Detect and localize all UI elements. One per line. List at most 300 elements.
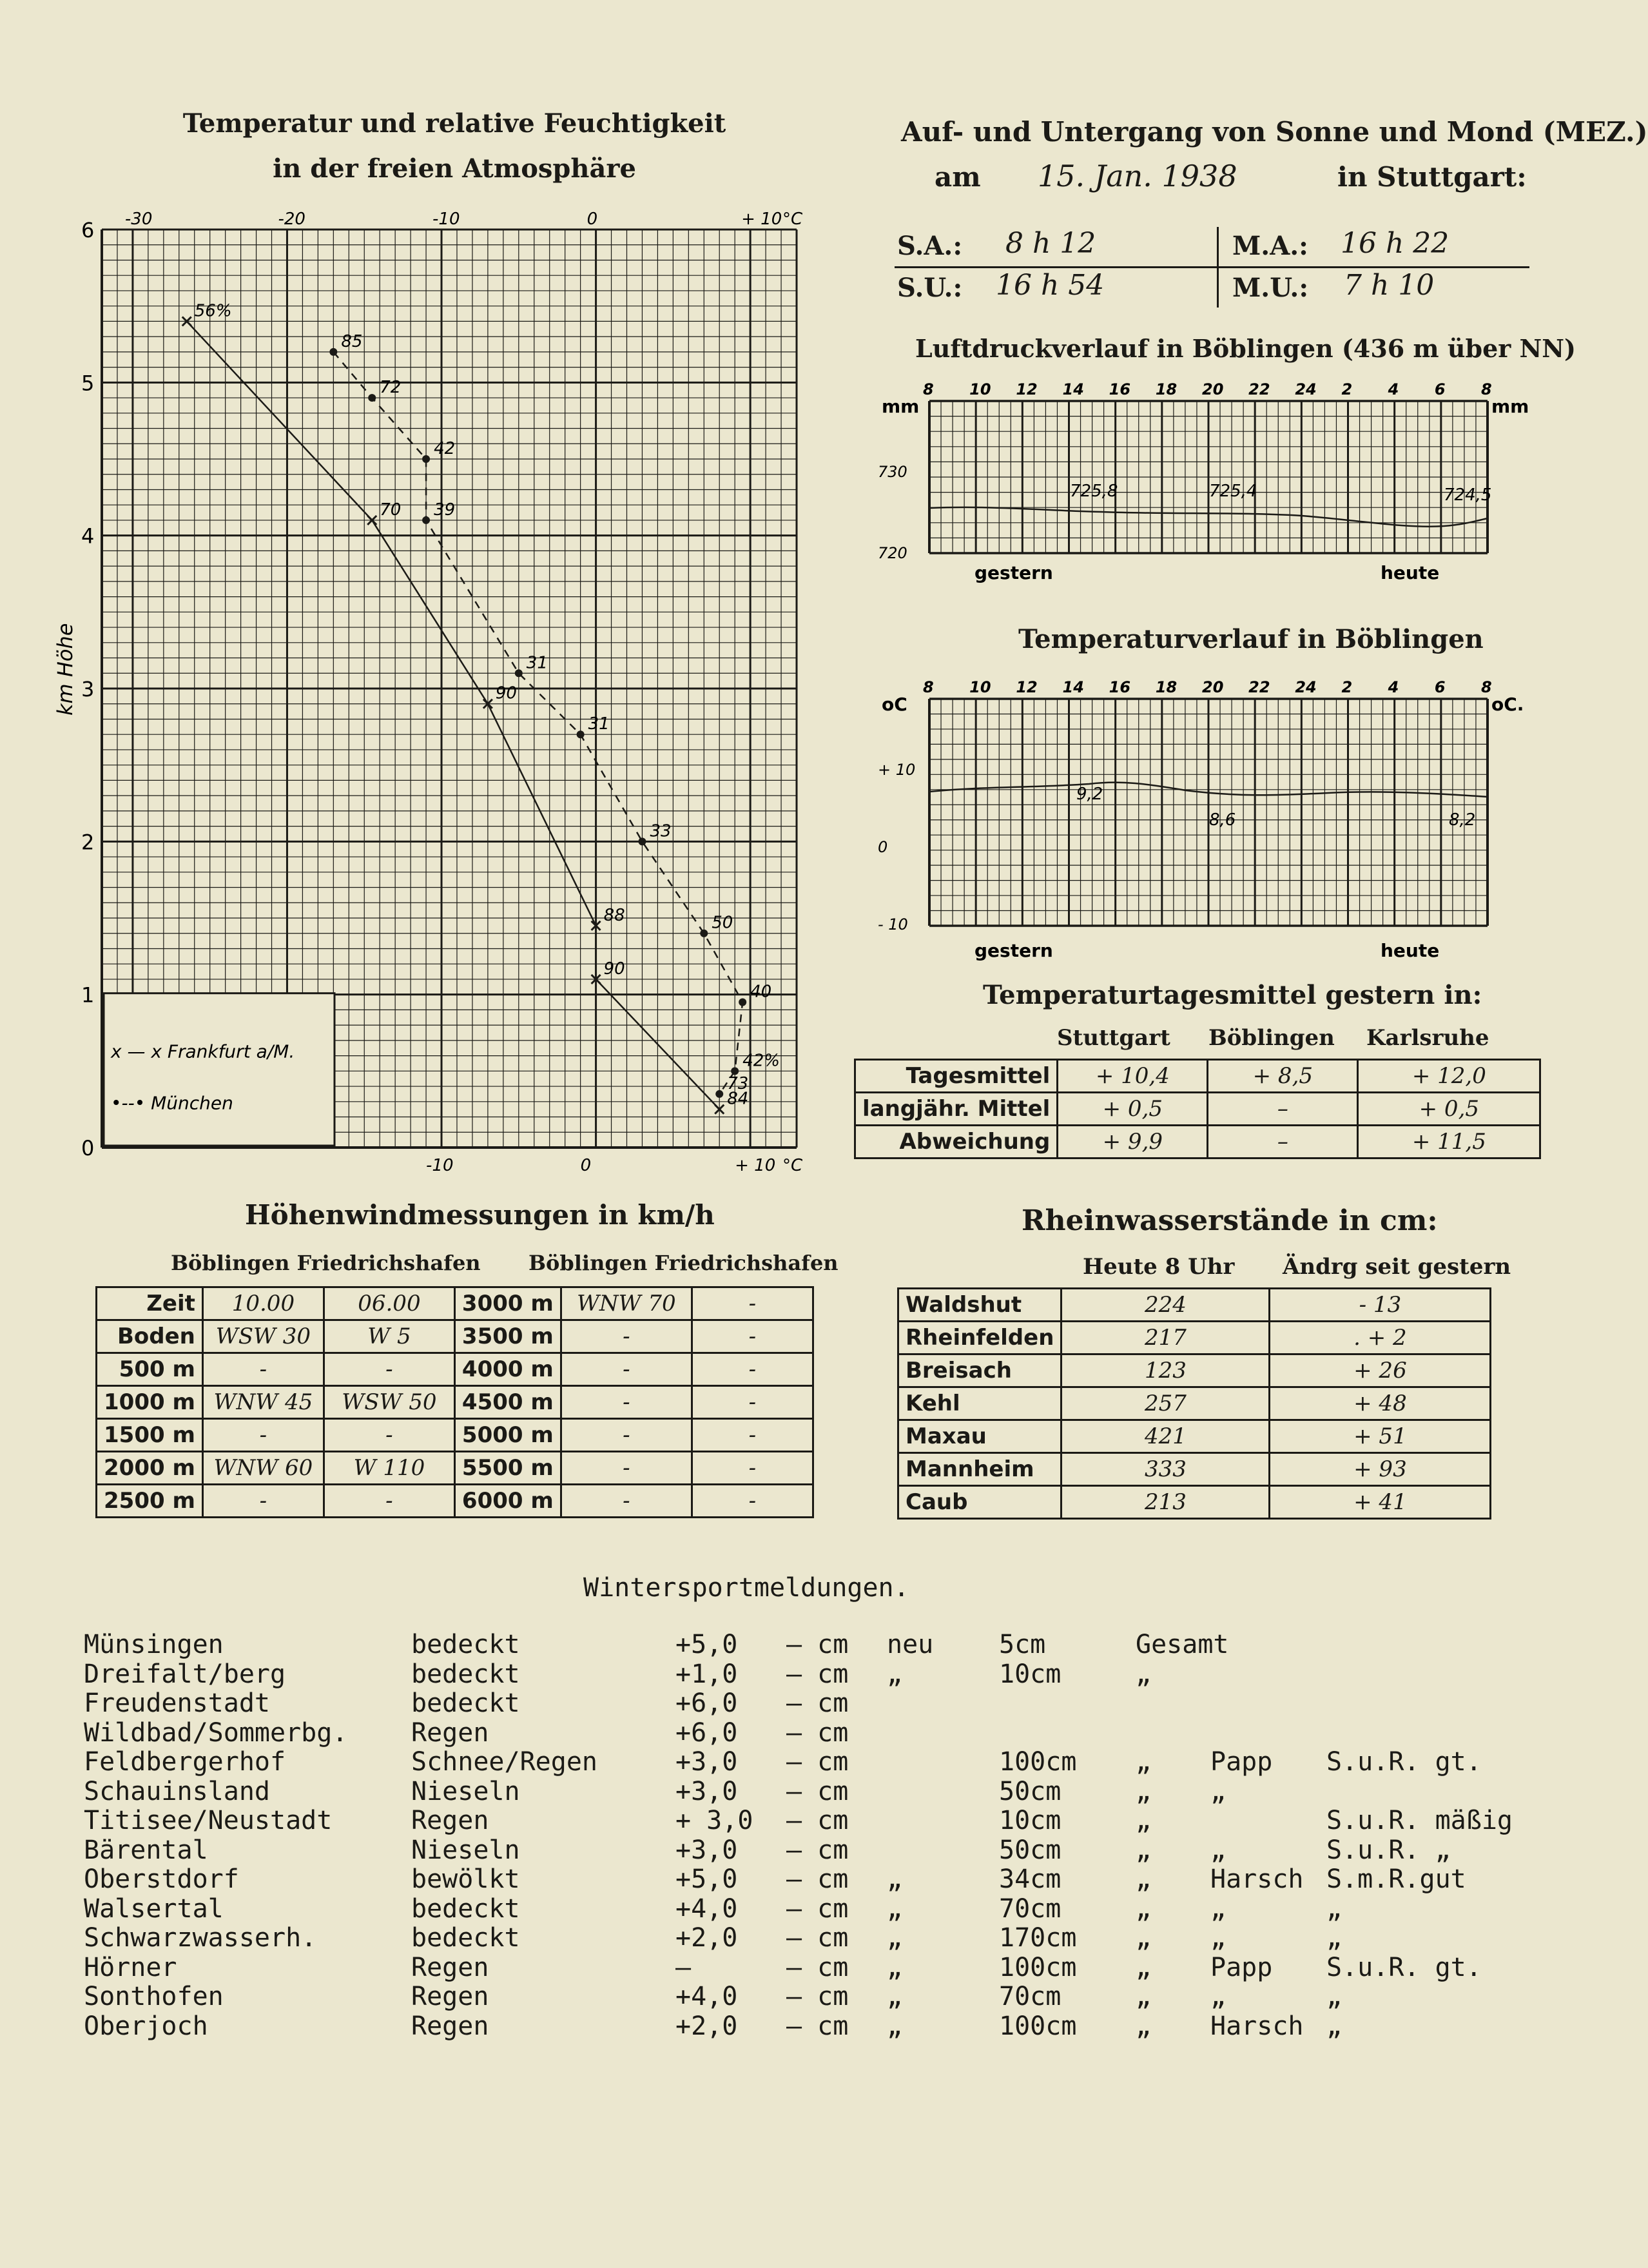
wintersport-dash: – cm — [786, 1952, 849, 1982]
point-label: 72 — [380, 378, 402, 398]
y-label: 730 — [878, 463, 907, 481]
row-label: 1500 m — [97, 1419, 203, 1452]
wintersport-weather: Nieseln — [411, 1835, 520, 1865]
wintersport-place: Oberjoch — [84, 2011, 208, 2041]
table-row — [855, 1126, 1540, 1158]
row-label: Tagesmittel — [855, 1060, 1058, 1093]
table-cell: - — [561, 1353, 692, 1386]
data-point — [422, 516, 430, 524]
wintersport-snow: 10cm — [999, 1659, 1062, 1689]
wintersport-total: Gesamt — [1136, 1630, 1229, 1659]
row-label: 1000 m — [97, 1386, 203, 1419]
wintersport-weather: bewölkt — [411, 1864, 520, 1894]
tick-label: 4 — [1388, 678, 1399, 696]
table-cell: - — [692, 1353, 813, 1386]
table-cell: 217 — [1062, 1322, 1270, 1354]
table-cell: + 9,9 — [1058, 1126, 1208, 1158]
table-row — [898, 1289, 1491, 1322]
wintersport-weather: Regen — [411, 2011, 489, 2041]
wintersport-dash: – cm — [786, 1776, 849, 1806]
wintersport-dash: – cm — [786, 1835, 849, 1865]
row-label: Rheinfelden — [898, 1322, 1062, 1354]
wintersport-neu: „ — [887, 1982, 903, 2011]
data-point — [422, 455, 430, 463]
tick-label: 6 — [1434, 678, 1446, 696]
table-row — [97, 1452, 813, 1485]
tick-label: 10 — [969, 678, 991, 696]
tick-label: 8 — [1481, 678, 1492, 696]
table-row — [898, 1322, 1491, 1354]
table-cell: + 93 — [1270, 1453, 1491, 1486]
tick-label: 16 — [1109, 380, 1131, 398]
su-label: S.U.: — [897, 273, 963, 303]
table-cell: WSW 30 — [202, 1320, 324, 1353]
wintersport-total: „ — [1136, 2011, 1152, 2041]
wintersport-dash: – cm — [786, 2011, 849, 2041]
wintersport-snow: 70cm — [999, 1893, 1062, 1924]
tick-label: 20 — [1202, 380, 1224, 398]
point-label: 84 — [727, 1089, 749, 1109]
table-cell: - — [202, 1419, 324, 1452]
data-point — [515, 669, 523, 677]
table-cell: 123 — [1062, 1354, 1270, 1387]
table-row — [898, 1420, 1491, 1453]
wintersport-neu: „ — [887, 1864, 903, 1894]
axis-label: km Höhe — [53, 623, 77, 716]
row-label: Breisach — [898, 1354, 1062, 1387]
table-row — [97, 1485, 813, 1518]
tick-label: 24 — [1295, 380, 1317, 398]
wintersport-temp: +3,0 — [675, 1747, 738, 1777]
col-karlsruhe: Karlsruhe — [1366, 1025, 1489, 1051]
point-label: 31 — [526, 653, 548, 673]
legend-frankfurt: x — x Frankfurt a/M. — [111, 1041, 295, 1062]
winds-header-right: Böblingen Friedrichshafen — [528, 1251, 839, 1275]
data-point — [368, 394, 376, 402]
wintersport-place: Sonthofen — [84, 1982, 224, 2011]
wintersport-cond1: „ — [1210, 1835, 1226, 1865]
label-today: heute — [1381, 562, 1440, 583]
wintersport-weather: Regen — [411, 1806, 489, 1835]
table-cell: - — [324, 1485, 454, 1518]
wintersport-place: Dreifalt/berg — [84, 1659, 286, 1689]
wintersport-weather: Regen — [411, 1952, 489, 1982]
table-cell: 257 — [1062, 1387, 1270, 1420]
data-point — [739, 999, 746, 1006]
tick-label: 22 — [1248, 678, 1270, 696]
table-cell: 421 — [1062, 1420, 1270, 1453]
table-cell: - — [561, 1419, 692, 1452]
table-cell: + 12,0 — [1358, 1060, 1540, 1093]
daily-mean-title: Temperaturtagesmittel gestern in: — [983, 980, 1482, 1010]
tick-label: 8 — [923, 678, 934, 696]
tick-label: 18 — [1155, 678, 1178, 696]
table-cell: - — [202, 1353, 324, 1386]
table-cell: - — [324, 1353, 454, 1386]
wintersport-neu: neu — [887, 1630, 934, 1659]
wintersport-neu: „ — [887, 1923, 903, 1953]
tick-label: 16 — [1109, 678, 1131, 696]
table-cell: + 0,5 — [1358, 1093, 1540, 1126]
tick-label: 0 — [81, 1136, 95, 1160]
rhine-col-change: Ändrg seit gestern — [1283, 1254, 1511, 1280]
wintersport-snow: 50cm — [999, 1776, 1062, 1806]
tick-label: 14 — [1062, 678, 1084, 696]
point-label: 31 — [588, 714, 610, 734]
su-value: 16 h 54 — [996, 269, 1105, 302]
wintersport-dash: – cm — [786, 1893, 849, 1924]
am-label: am — [935, 161, 981, 193]
wintersport-neu: „ — [887, 1952, 903, 1982]
wintersport-place: Feldbergerhof — [84, 1747, 286, 1777]
mu-value: 7 h 10 — [1344, 269, 1435, 302]
wintersport-total: „ — [1136, 1835, 1152, 1865]
tick-label: -10 — [426, 1156, 454, 1175]
unit-label: mm — [1491, 396, 1529, 417]
sun-moon-rule — [895, 266, 1529, 268]
wintersport-weather: Schnee/Regen — [411, 1747, 597, 1777]
tick-label: 22 — [1248, 380, 1270, 398]
wintersport-weather: bedeckt — [411, 1893, 520, 1924]
atmosphere-title-1: Temperatur und relative Feuchtigkeit — [182, 108, 726, 139]
table-row — [97, 1320, 813, 1353]
wintersport-temp: +3,0 — [675, 1776, 738, 1806]
tick-label: -20 — [278, 210, 305, 229]
table-row — [898, 1486, 1491, 1519]
wintersport-snow: 170cm — [999, 1923, 1077, 1953]
col-stuttgart: Stuttgart — [1057, 1025, 1170, 1051]
table-cell: + 41 — [1270, 1486, 1491, 1519]
wintersport-total: „ — [1136, 1982, 1152, 2011]
table-cell: - — [324, 1419, 454, 1452]
wintersport-temp: +2,0 — [675, 2011, 738, 2041]
table-cell: - — [692, 1452, 813, 1485]
wintersport-total: „ — [1136, 1806, 1152, 1835]
table-cell: - — [561, 1386, 692, 1419]
wintersport-neu: „ — [887, 1893, 903, 1924]
tick-label: 8 — [923, 380, 934, 398]
wintersport-dash: – cm — [786, 1630, 849, 1659]
tick-label: 5 — [81, 371, 95, 396]
tick-label: 12 — [1016, 380, 1038, 398]
point-label: 39 — [434, 500, 456, 520]
point-label: 73 — [727, 1073, 749, 1093]
wintersport-dash: – cm — [786, 1923, 849, 1953]
wintersport-cond2: S.m.R.gut — [1326, 1864, 1466, 1894]
data-point — [329, 348, 337, 356]
wintersport-cond1: Harsch — [1210, 1864, 1304, 1894]
row-label: 5000 m — [454, 1419, 561, 1452]
wintersport-snow: 34cm — [999, 1864, 1062, 1894]
atmosphere-chart — [52, 200, 838, 1180]
winds-header-left: Böblingen Friedrichshafen — [171, 1251, 481, 1275]
tick-label: 2 — [1341, 678, 1353, 696]
ma-label: M.A.: — [1232, 231, 1308, 261]
tick-label: + 10 — [741, 210, 782, 229]
winds-title: Höhenwindmessungen in km/h — [245, 1199, 715, 1231]
tick-label: 12 — [1016, 678, 1038, 696]
row-label: langjähr. Mittel — [855, 1093, 1058, 1126]
row-label: Zeit — [97, 1287, 203, 1320]
point-label: 70 — [380, 500, 402, 520]
wintersport-cond1: „ — [1210, 1982, 1226, 2011]
sun-moon-divider — [1217, 227, 1219, 308]
wintersport-total: „ — [1136, 1659, 1152, 1689]
wintersport-temp: +6,0 — [675, 1717, 738, 1748]
wintersport-total: „ — [1136, 1952, 1152, 1982]
wintersport-dash: – cm — [786, 1864, 849, 1894]
reading-label: 725,4 — [1209, 482, 1257, 501]
wintersport-place: Schwarzwasserh. — [84, 1923, 317, 1953]
table-cell: 224 — [1062, 1289, 1270, 1322]
point-label: 50 — [712, 913, 733, 933]
wintersport-neu: „ — [887, 1659, 903, 1689]
label-yesterday: gestern — [974, 940, 1053, 961]
wintersport-cond1: Harsch — [1210, 2011, 1304, 2041]
table-cell: . + 2 — [1270, 1322, 1491, 1354]
data-point — [577, 730, 585, 738]
wintersport-temp: +4,0 — [675, 1893, 738, 1924]
table-row — [97, 1353, 813, 1386]
wintersport-cond2: „ — [1326, 1893, 1343, 1924]
wintersport-neu: „ — [887, 2011, 903, 2041]
row-label: 6000 m — [454, 1485, 561, 1518]
row-label: Abweichung — [855, 1126, 1058, 1158]
tick-label: °C — [782, 210, 803, 229]
wintersport-place: Freudenstadt — [84, 1688, 270, 1718]
wintersport-cond1: Papp — [1210, 1952, 1273, 1982]
y-label: 720 — [878, 544, 907, 562]
table-row — [855, 1060, 1540, 1093]
wintersport-dash: – cm — [786, 1747, 849, 1777]
reading-label: 725,8 — [1070, 482, 1118, 501]
pressure-title: Luftdruckverlauf in Böblingen (436 m über NN) — [915, 334, 1576, 363]
mu-label: M.U.: — [1232, 273, 1309, 303]
table-cell: + 10,4 — [1058, 1060, 1208, 1093]
tick-label: 6 — [81, 218, 95, 242]
table-cell: W 5 — [324, 1320, 454, 1353]
wintersport-cond1: „ — [1210, 1776, 1226, 1806]
tick-label: °C — [782, 1156, 803, 1175]
tick-label: 6 — [1434, 380, 1446, 398]
y-label: + 10 — [878, 761, 916, 779]
legend-muenchen: •--• München — [111, 1092, 233, 1114]
wintersport-dash: – cm — [786, 1982, 849, 2011]
wintersport-snow: 100cm — [999, 2011, 1077, 2041]
wintersport-total: „ — [1136, 1747, 1152, 1777]
point-label: 42% — [742, 1051, 780, 1071]
wintersport-snow: 10cm — [999, 1806, 1062, 1835]
tick-label: 20 — [1202, 678, 1224, 696]
wintersport-cond2: S.u.R. „ — [1326, 1835, 1451, 1865]
sun-moon-title: Auf- und Untergang von Sonne und Mond (MEZ.) — [901, 116, 1648, 148]
table-row — [898, 1387, 1491, 1420]
wintersport-temp: +5,0 — [675, 1864, 738, 1894]
row-label: Caub — [898, 1486, 1062, 1519]
tick-label: 3 — [81, 677, 95, 701]
tick-label: 0 — [580, 1156, 592, 1175]
wintersport-snow: 100cm — [999, 1952, 1077, 1982]
table-cell: - — [561, 1485, 692, 1518]
table-cell: W 110 — [324, 1452, 454, 1485]
tick-label: 8 — [1481, 380, 1492, 398]
wintersport-cond2: S.u.R. mäßig — [1326, 1806, 1513, 1835]
data-point — [700, 930, 708, 937]
wintersport-weather: Regen — [411, 1717, 489, 1748]
wintersport-cond1: Papp — [1210, 1747, 1273, 1777]
tick-label: 24 — [1295, 678, 1317, 696]
row-label: Waldshut — [898, 1289, 1062, 1322]
wintersport-temp: +5,0 — [675, 1630, 738, 1659]
pressure-chart — [877, 374, 1527, 593]
wintersport-place: Titisee/Neustadt — [84, 1806, 333, 1835]
wintersport-temp: + 3,0 — [675, 1806, 753, 1835]
row-label: 500 m — [97, 1353, 203, 1386]
point-label: 85 — [341, 331, 363, 351]
tick-label: + 10 — [735, 1156, 776, 1175]
table-row — [898, 1453, 1491, 1486]
place-label: in Stuttgart: — [1337, 161, 1527, 193]
point-label: 40 — [750, 982, 772, 1002]
row-label: Kehl — [898, 1387, 1062, 1420]
temp-course-title: Temperaturverlauf in Böblingen — [1018, 624, 1484, 654]
wintersport-total: „ — [1136, 1893, 1152, 1924]
reading-label: 8,2 — [1449, 810, 1476, 830]
wintersport-place: Walsertal — [84, 1893, 224, 1924]
table-cell: – — [1208, 1093, 1358, 1126]
table-cell: - — [561, 1320, 692, 1353]
wintersport-snow: 5cm — [999, 1630, 1046, 1659]
y-label: 0 — [878, 838, 888, 856]
wintersport-cond1: „ — [1210, 1893, 1226, 1924]
table-cell: - 13 — [1270, 1289, 1491, 1322]
wintersport-place: Schauinsland — [84, 1776, 270, 1806]
ma-value: 16 h 22 — [1341, 227, 1449, 260]
wintersport-weather: bedeckt — [411, 1688, 520, 1718]
wintersport-weather: bedeckt — [411, 1630, 520, 1659]
wintersport-place: Münsingen — [84, 1630, 224, 1659]
table-cell: WSW 50 — [324, 1386, 454, 1419]
table-cell: 333 — [1062, 1453, 1270, 1486]
atmosphere-title-2: in der freien Atmosphäre — [273, 153, 636, 184]
y-label: - 10 — [878, 915, 908, 934]
table-row — [97, 1287, 813, 1320]
wintersport-dash: – cm — [786, 1806, 849, 1835]
wintersport-temp: – — [675, 1952, 692, 1982]
wintersport-place: Oberstdorf — [84, 1864, 239, 1894]
reading-label: 9,2 — [1076, 785, 1103, 804]
table-cell: + 11,5 — [1358, 1126, 1540, 1158]
label-today: heute — [1381, 940, 1440, 961]
rhine-title: Rheinwasserstände in cm: — [1022, 1204, 1438, 1237]
table-cell: + 48 — [1270, 1387, 1491, 1420]
wintersport-temp: +6,0 — [675, 1688, 738, 1718]
wintersport-temp: +2,0 — [675, 1923, 738, 1953]
row-label: 2500 m — [97, 1485, 203, 1518]
point-label: 33 — [650, 821, 672, 841]
row-label: 4500 m — [454, 1386, 561, 1419]
point-label: 90 — [603, 959, 625, 979]
wintersport-temp: +3,0 — [675, 1835, 738, 1865]
table-cell: 06.00 — [324, 1287, 454, 1320]
point-label: 90 — [495, 683, 517, 703]
table-row — [898, 1354, 1491, 1387]
tick-label: -10 — [432, 210, 460, 229]
unit-label: mm — [882, 396, 920, 417]
wintersport-cond2: S.u.R. gt. — [1326, 1952, 1482, 1982]
wintersport-temp: +4,0 — [675, 1982, 738, 2011]
table-cell: - — [692, 1419, 813, 1452]
wintersport-temp: +1,0 — [675, 1659, 738, 1689]
tick-label: 10 — [969, 380, 991, 398]
rhine-table — [897, 1287, 1491, 1520]
wintersport-snow: 100cm — [999, 1747, 1077, 1777]
wintersport-place: Wildbad/Sommerbg. — [84, 1717, 348, 1748]
wintersport-total: „ — [1136, 1923, 1152, 1953]
sa-label: S.A.: — [897, 231, 963, 261]
tick-label: 14 — [1062, 380, 1084, 398]
table-row — [97, 1386, 813, 1419]
row-label: Maxau — [898, 1420, 1062, 1453]
wintersport-dash: – cm — [786, 1717, 849, 1748]
row-label: 5500 m — [454, 1452, 561, 1485]
tick-label: 18 — [1155, 380, 1178, 398]
sa-value: 8 h 12 — [1005, 227, 1096, 260]
table-cell: + 8,5 — [1208, 1060, 1358, 1093]
table-row — [97, 1419, 813, 1452]
wintersport-dash: – cm — [786, 1688, 849, 1718]
wintersport-place: Hörner — [84, 1952, 177, 1982]
row-label: Boden — [97, 1320, 203, 1353]
table-row — [855, 1093, 1540, 1126]
wintersport-dash: – cm — [786, 1659, 849, 1689]
wintersport-weather: Nieseln — [411, 1776, 520, 1806]
unit-label: oC — [882, 694, 907, 715]
wintersport-cond2: „ — [1326, 2011, 1343, 2041]
row-label: 3500 m — [454, 1320, 561, 1353]
table-cell: + 0,5 — [1058, 1093, 1208, 1126]
unit-label: oC. — [1491, 694, 1524, 715]
table-cell: + 26 — [1270, 1354, 1491, 1387]
table-cell: WNW 70 — [561, 1287, 692, 1320]
tick-label: 0 — [586, 210, 598, 229]
row-label: 4000 m — [454, 1353, 561, 1386]
table-cell: – — [1208, 1126, 1358, 1158]
wintersport-total: „ — [1136, 1776, 1152, 1806]
table-cell: - — [692, 1320, 813, 1353]
wintersport-title: Wintersportmeldungen. — [583, 1573, 909, 1603]
tick-label: 4 — [81, 523, 95, 549]
table-cell: - — [202, 1485, 324, 1518]
table-cell: - — [692, 1386, 813, 1419]
wintersport-weather: bedeckt — [411, 1659, 520, 1689]
wintersport-total: „ — [1136, 1864, 1152, 1894]
wintersport-cond2: „ — [1326, 1923, 1343, 1953]
rhine-col-today: Heute 8 Uhr — [1083, 1254, 1235, 1280]
temperature-chart — [877, 670, 1527, 967]
table-cell: WNW 60 — [202, 1452, 324, 1485]
tick-label: -30 — [124, 210, 153, 229]
table-cell: - — [692, 1287, 813, 1320]
tick-label: 1 — [81, 982, 95, 1008]
wintersport-weather: Regen — [411, 1982, 489, 2011]
data-point — [715, 1090, 723, 1098]
tick-label: 2 — [81, 830, 95, 855]
table-cell: 213 — [1062, 1486, 1270, 1519]
point-label: 56% — [194, 301, 232, 321]
wintersport-cond2: „ — [1326, 1982, 1343, 2011]
row-label: 2000 m — [97, 1452, 203, 1485]
